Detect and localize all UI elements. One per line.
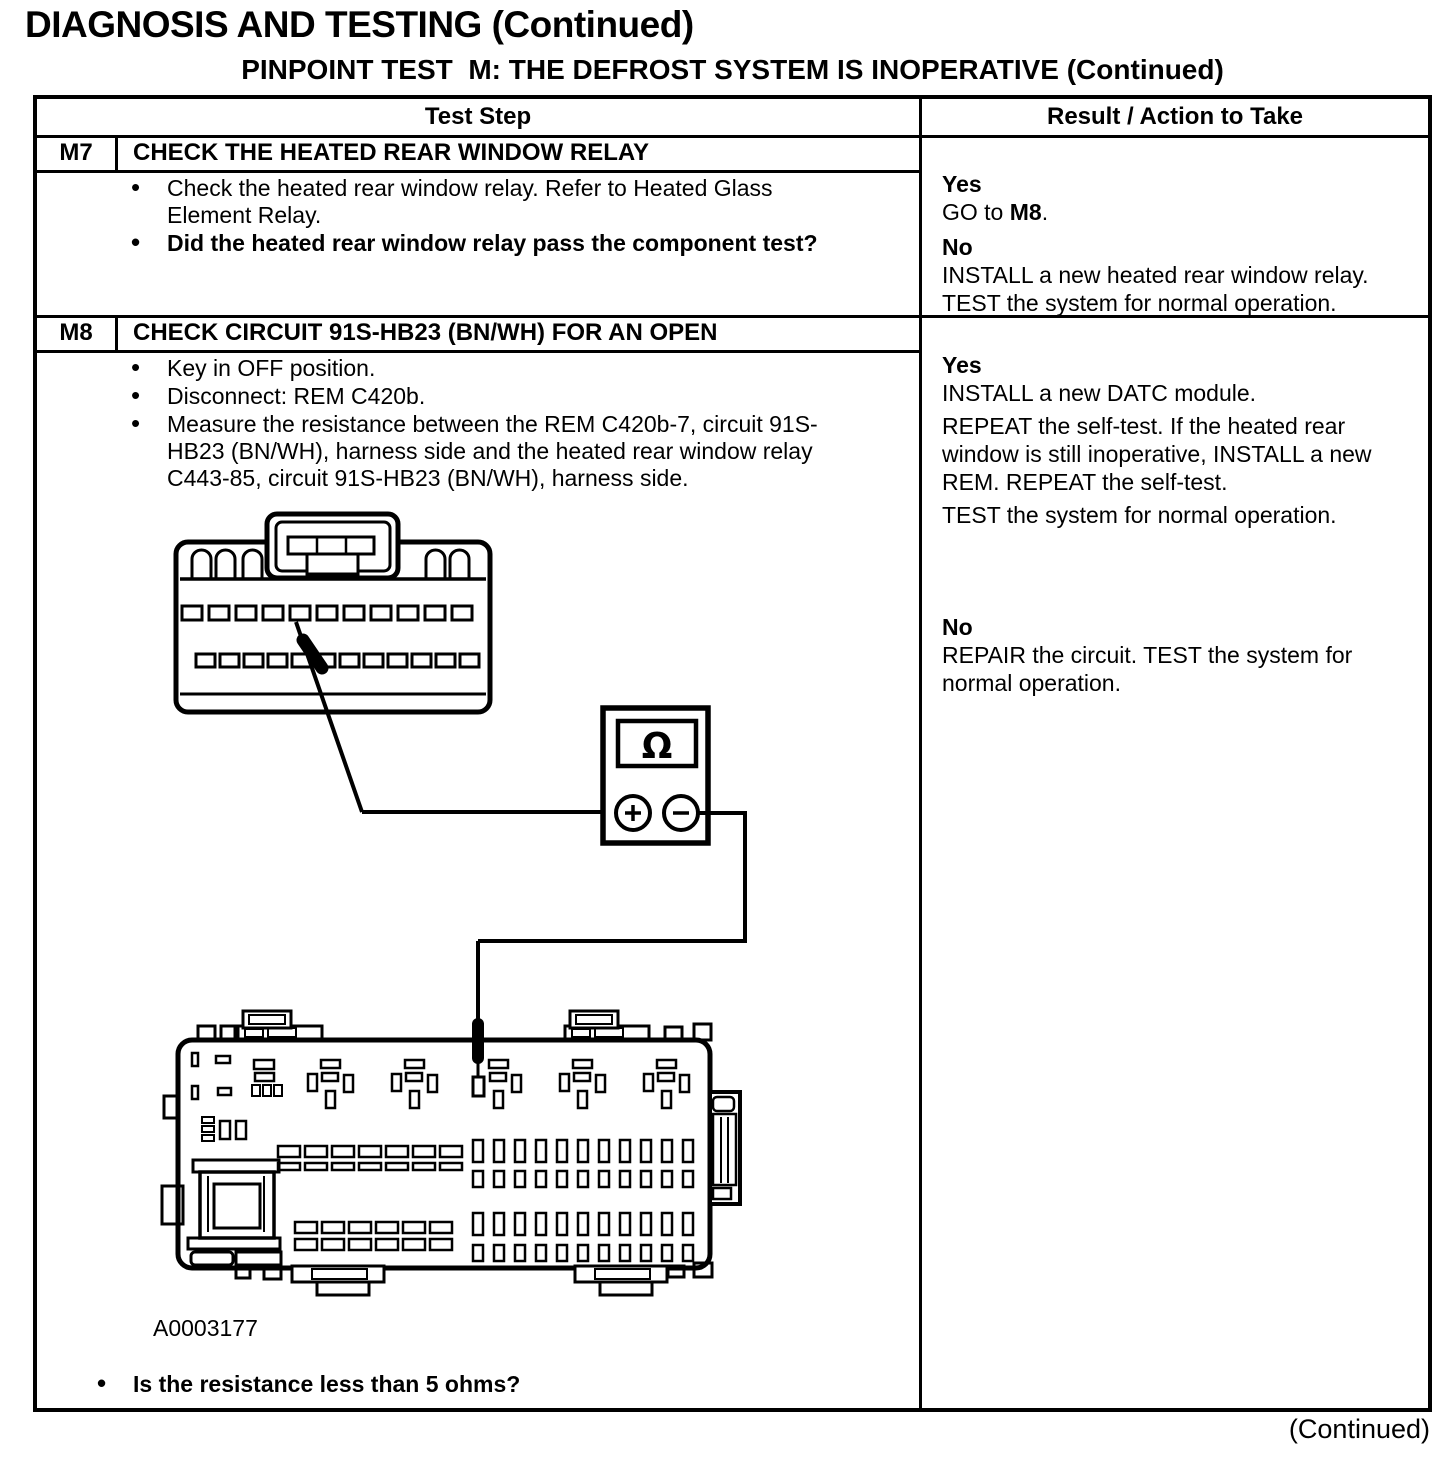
step-id-m7: M7	[59, 139, 93, 166]
m7-no-action: INSTALL a new heated rear window relay. TEST the system for normal operation.	[942, 262, 1369, 316]
step-title-m8: CHECK CIRCUIT 91S-HB23 (BN/WH) FOR AN OPEN	[133, 319, 718, 346]
m8-question-list	[95, 1371, 735, 1399]
column-divider	[919, 99, 922, 1408]
m7-bullet-2: • Did the heated rear window relay pass the component test?	[129, 230, 829, 257]
m8-no-label: No	[942, 614, 973, 640]
pinpoint-test-table	[33, 95, 1432, 1412]
pinpoint-test-title: PINPOINT TEST M: THE DEFROST SYSTEM IS INOPERATIVE (Continued)	[241, 54, 1224, 85]
fuse-row-bottom-right	[473, 1213, 693, 1261]
header-test-step: Test Step	[424, 103, 532, 130]
m8-yes-action-2: REPEAT the self-test. If the heated rear window is still inoperative, INSTALL a new REM. REPEAT the self-test.	[942, 413, 1372, 495]
fuse-row-middle-left	[278, 1146, 462, 1170]
m8-id-divider	[115, 315, 118, 353]
m7-yes-label: Yes	[942, 171, 982, 197]
m7-bullet-1: • Check the heated rear window relay. Refer to Heated Glass Element Relay.	[129, 175, 829, 229]
ohmmeter	[603, 708, 708, 843]
ohm-symbol: Ω	[641, 726, 673, 767]
m8-yes-cell	[942, 351, 1428, 534]
m8-bullet-1: • Key in OFF position.	[129, 355, 834, 382]
connector-pin-row-top	[182, 606, 472, 620]
relay-terminal-clusters	[308, 1060, 689, 1108]
m8-bullet-list	[129, 355, 834, 493]
figure-code: A0003177	[153, 1315, 258, 1341]
m7-id-divider	[115, 135, 118, 173]
m7-yes-action: GO to M8.	[942, 199, 1049, 225]
step-id-m8: M8	[59, 319, 93, 346]
m8-bullet-3: • Measure the resistance between the REM C420b-7, circuit 91S-HB23 (BN/WH), harness side and the heated rear window relay C443-85, circuit 91S-HB23 (BN/WH), harness side.	[129, 411, 834, 492]
step-title-m7: CHECK THE HEATED REAR WINDOW RELAY	[133, 139, 650, 166]
m8-question: • Is the resistance less than 5 ohms?	[95, 1371, 735, 1398]
fuse-row-bottom-left	[295, 1222, 452, 1250]
page-title: DIAGNOSIS AND TESTING (Continued)	[25, 4, 694, 45]
m8-bullet-2: • Disconnect: REM C420b.	[129, 383, 834, 410]
m8-title-underline	[37, 350, 919, 353]
m7-title-underline	[37, 170, 919, 173]
m7-bullet-list	[129, 175, 829, 258]
continued-note: (Continued)	[1288, 1414, 1430, 1444]
m7-result-cell	[942, 170, 1426, 317]
header-result-action: Result / Action to Take	[1046, 103, 1304, 130]
connector-pin-row-bottom	[196, 654, 479, 667]
probed-terminal	[473, 1077, 484, 1096]
m8-yes-action-3: TEST the system for normal operation.	[942, 502, 1337, 528]
relay-junction-box-diagram	[162, 1011, 740, 1295]
probe-tip	[303, 640, 322, 668]
m8-yes-action-1: INSTALL a new DATC module.	[942, 380, 1257, 406]
rem-connector-diagram	[176, 514, 490, 712]
m8-yes-label: Yes	[942, 352, 982, 378]
m8-no-action: REPAIR the circuit. TEST the system for normal operation.	[942, 642, 1353, 696]
fuse-row-middle-right	[473, 1140, 693, 1187]
resistance-test-figure	[150, 505, 770, 1315]
m7-no-label: No	[942, 234, 973, 260]
positive-probe-lead	[296, 622, 617, 812]
m8-no-cell	[942, 613, 1428, 697]
